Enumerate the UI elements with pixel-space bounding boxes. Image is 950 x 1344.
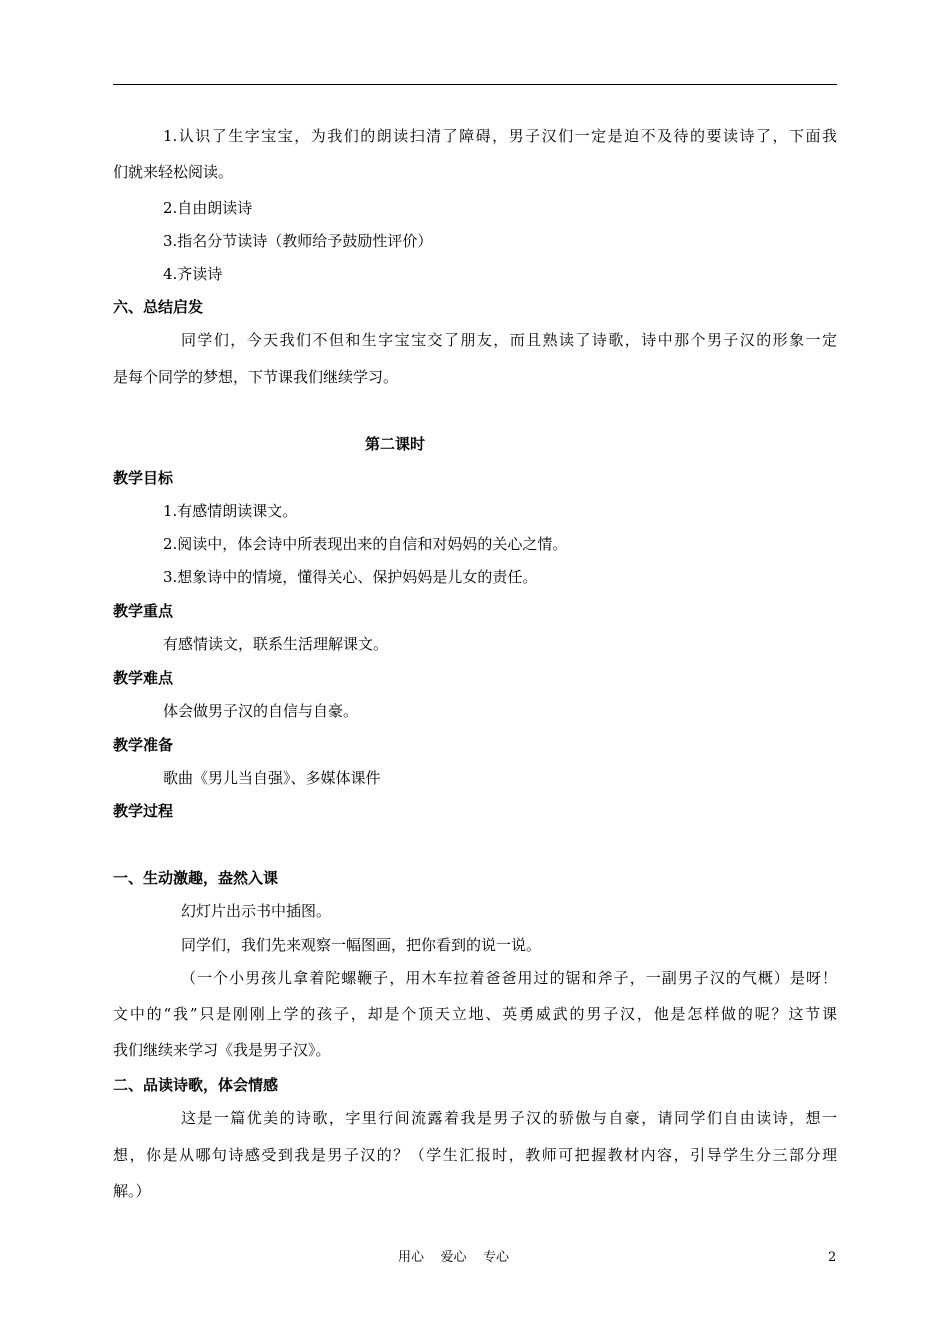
difficulty-text: 体会做男子汉的自信与自豪。	[163, 702, 359, 720]
summary-line-2: 是每个同学的梦想，下节课我们继续学习。	[113, 368, 399, 386]
part1-line-1: 幻灯片出示书中插图。	[181, 902, 332, 920]
step-1-line-2: 们就来轻松阅读。	[113, 163, 234, 181]
footer-motto: 用心 爱心 专心	[398, 1250, 510, 1265]
lesson-title: 第二课时	[365, 435, 426, 453]
key-text: 有感情读文，联系生活理解课文。	[163, 635, 389, 653]
goal-3: 3.想象诗中的情境，懂得关心、保护妈妈是儿女的责任。	[163, 568, 538, 586]
summary-line-1: 同学们，今天我们不但和生字宝宝交了朋友，而且熟读了诗歌，诗中那个男子汉的形象一定	[181, 331, 837, 349]
step-4: 4.齐读诗	[163, 265, 223, 283]
part1-line-2: 同学们，我们先来观察一幅图画，把你看到的说一说。	[181, 936, 542, 954]
part2-heading: 二、品读诗歌，体会情感	[113, 1076, 279, 1094]
step-3: 3.指名分节读诗（教师给予鼓励性评价）	[163, 232, 433, 250]
page-number: 2	[828, 1250, 837, 1265]
part1-heading: 一、生动激趣，盎然入课	[113, 869, 279, 887]
prep-text: 歌曲《男儿当自强》、多媒体课件	[163, 769, 381, 787]
key-heading: 教学重点	[113, 602, 174, 620]
header-rule	[113, 84, 837, 85]
part2-line-2: 想，你是从哪句诗感受到我是男子汉的？（学生汇报时，教师可把握教材内容，引导学生分三部分理	[113, 1146, 837, 1164]
step-2: 2.自由朗读诗	[163, 199, 253, 217]
difficulty-heading: 教学难点	[113, 669, 174, 687]
goal-1: 1.有感情朗读课文。	[163, 502, 298, 520]
part1-line-3: （一个小男孩儿拿着陀螺鞭子，用木车拉着爸爸用过的锯和斧子，一副男子汉的气概）是呀！	[181, 969, 837, 987]
part2-line-1: 这是一篇优美的诗歌，字里行间流露着我是男子汉的骄傲与自豪，请同学们自由读诗，想一	[181, 1109, 837, 1127]
part1-line-4: 文中的“我”只是刚刚上学的孩子，却是个顶天立地、英勇威武的男子汉，他是怎样做的呢？这节课	[113, 1005, 837, 1023]
goal-2: 2.阅读中，体会诗中所表现出来的自信和对妈妈的关心之情。	[163, 535, 568, 553]
goals-heading: 教学目标	[113, 469, 174, 487]
part2-line-3: 解。）	[113, 1182, 151, 1200]
part1-line-5: 我们继续来学习《我是男子汉》。	[113, 1041, 331, 1059]
summary-heading: 六、总结启发	[113, 298, 204, 316]
process-heading: 教学过程	[113, 802, 174, 820]
prep-heading: 教学准备	[113, 736, 174, 754]
step-1-line-1: 1.认识了生字宝宝，为我们的朗读扫清了障碍，男子汉们一定是迫不及待的要读诗了，下面我	[163, 127, 837, 145]
